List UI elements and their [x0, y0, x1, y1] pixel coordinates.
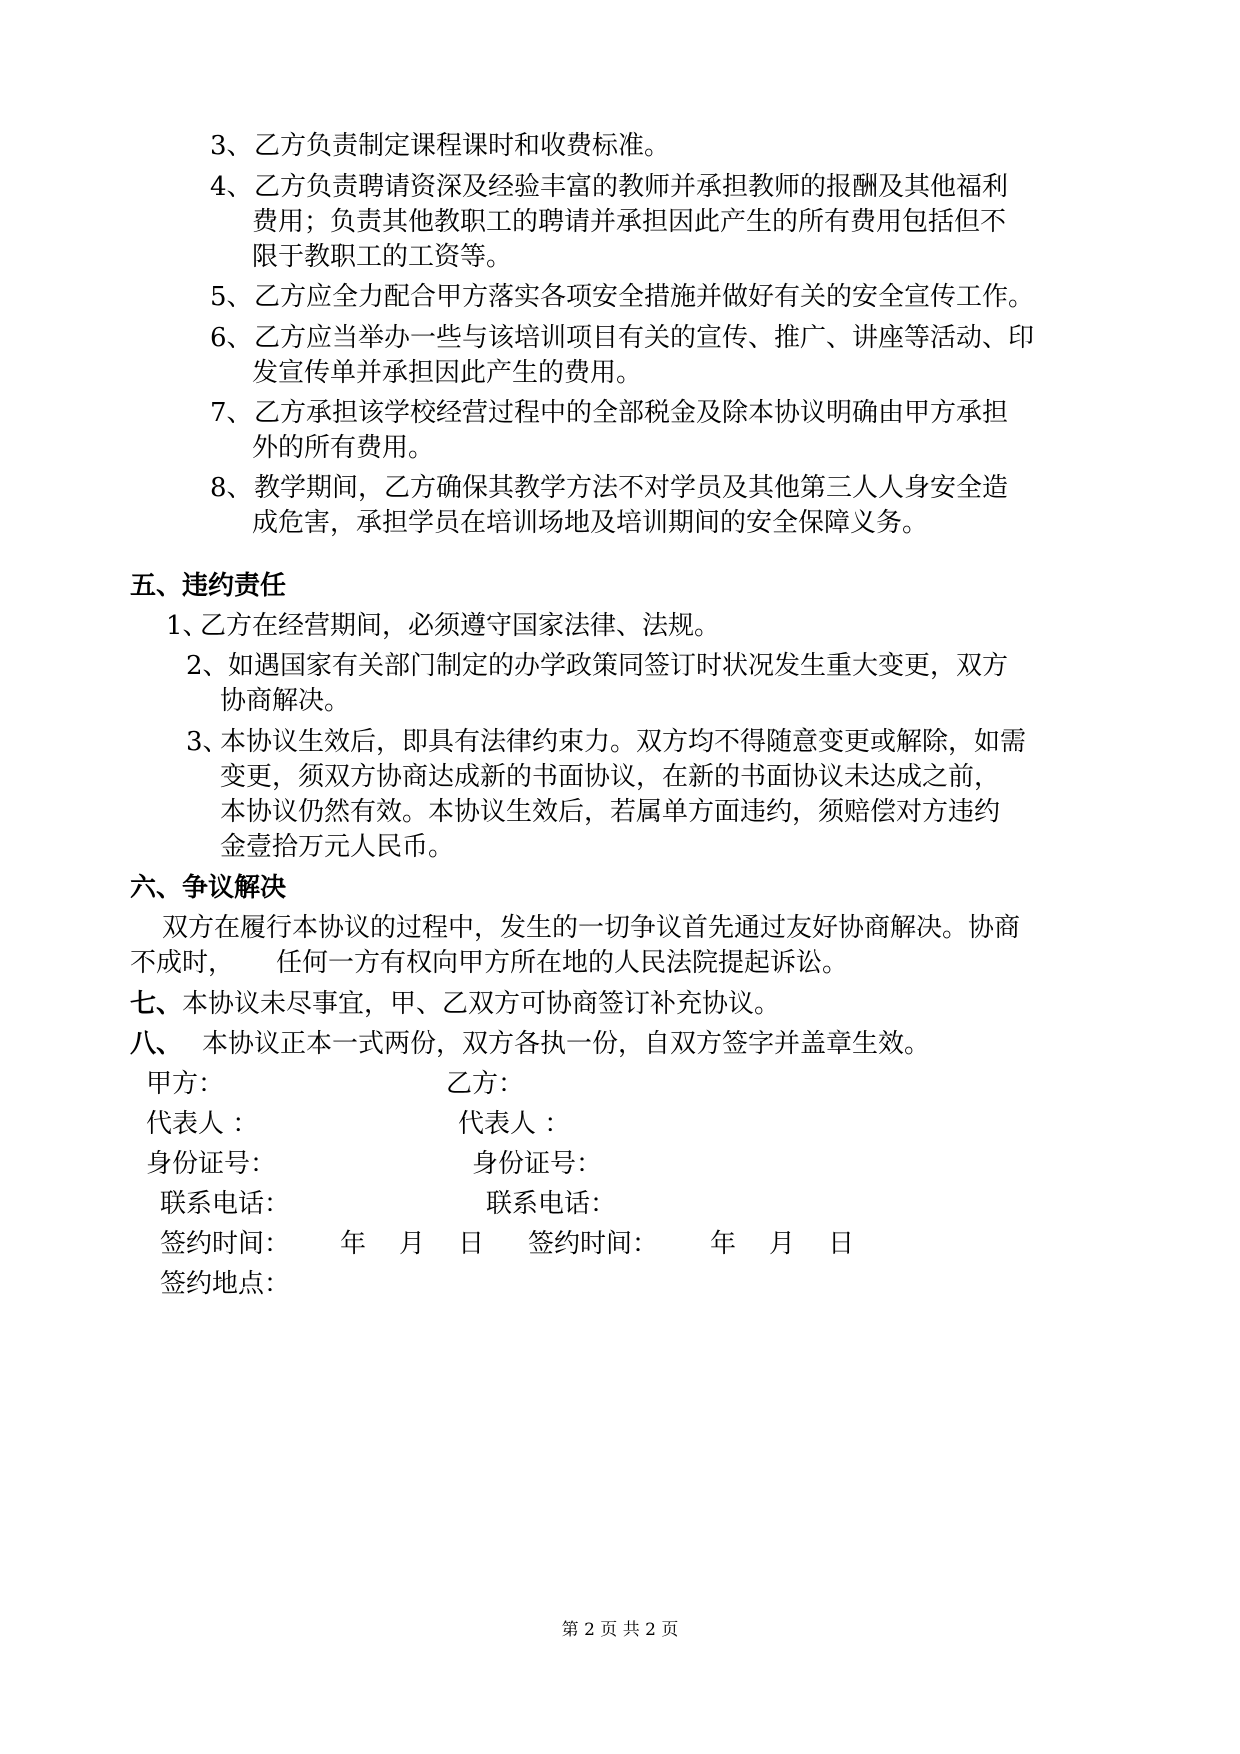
item-text: 乙方应全力配合甲方落实各项安全措施并做好有关的安全宣传工作。: [254, 282, 1035, 312]
item-text-continued: 金壹拾万元人民币。: [220, 832, 455, 862]
date-a-label: 签约时间：: [160, 1229, 291, 1259]
item-text: 乙方在经营期间，必须遵守国家法律、法规。: [200, 611, 721, 641]
paragraph-line: [130, 945, 848, 981]
item-text: 教学期间，乙方确保其教学方法不对学员及其他第三人人身安全造: [254, 473, 1009, 503]
date-b-label: 签约时间：: [528, 1229, 659, 1259]
item-text: 如遇国家有关部门制定的办学政策同签订时状况发生重大变更，双方: [228, 651, 1009, 681]
rep-b-label: 代表人 ：: [458, 1109, 571, 1139]
clause-line: [130, 986, 780, 1022]
paragraph-line: 双方在履行本协议的过程中，发生的一切争议首先通过友好协商解决。协商: [162, 913, 1021, 943]
list-item: [166, 608, 720, 644]
item-number: 3、: [210, 131, 253, 161]
place-label: 签约地点：: [160, 1269, 291, 1299]
item-text-continued: 协商解决。: [220, 686, 351, 716]
party-a-label: 甲方：: [146, 1069, 225, 1099]
item-number: 3、: [186, 727, 229, 757]
item-number: 7、: [210, 398, 253, 428]
list-item: [210, 279, 1034, 315]
item-number: 2、: [186, 651, 229, 681]
item-text: 乙方应当举办一些与该培训项目有关的宣传、推广、讲座等活动、印: [254, 323, 1035, 353]
item-text-continued: 变更，须双方协商达成新的书面协议，在新的书面协议未达成之前，: [220, 762, 1001, 792]
clause-line: [130, 1026, 930, 1062]
page-footer: 第 2 页 共 2 页: [561, 1620, 679, 1640]
paragraph-text: 任何一方有权向甲方所在地的人民法院提起诉讼。: [276, 948, 849, 978]
clause-text: 本协议正本一式两份，双方各执一份，自双方签字并盖章生效。: [202, 1029, 931, 1059]
list-item: [210, 470, 1008, 506]
list-item: [186, 648, 1008, 684]
list-item: [210, 320, 1034, 356]
section-heading: 六、争议解决: [130, 873, 287, 903]
item-text: 乙方负责聘请资深及经验丰富的教师并承担教师的报酬及其他福利: [254, 172, 1009, 202]
phone-b-label: 联系电话：: [486, 1189, 617, 1219]
item-text-continued: 成危害，承担学员在培训场地及培训期间的安全保障义务。: [252, 508, 929, 538]
list-item: [186, 724, 1026, 760]
list-item: [210, 169, 1008, 205]
clause-label: 八、: [130, 1029, 183, 1059]
item-text-continued: 外的所有费用。: [252, 433, 435, 463]
item-number: 6、: [210, 323, 253, 353]
list-item: [210, 128, 670, 164]
item-number: 8、: [210, 473, 253, 503]
party-b-label: 乙方：: [446, 1069, 525, 1099]
item-text: 本协议生效后，即具有法律约束力。双方均不得随意变更或解除，如需: [220, 727, 1027, 757]
item-text-continued: 本协议仍然有效。本协议生效后，若属单方面违约，须赔偿对方违约: [220, 797, 1001, 827]
item-text-continued: 发宣传单并承担因此产生的费用。: [252, 358, 643, 388]
clause-text: 本协议未尽事宜，甲、乙双方可协商签订补充协议。: [182, 989, 781, 1019]
section-heading: 五、违约责任: [130, 571, 287, 601]
item-number: 1、: [166, 611, 209, 641]
item-text: 乙方负责制定课程课时和收费标准。: [254, 131, 671, 161]
item-number: 5、: [210, 282, 253, 312]
item-text-continued: 限于教职工的工资等。: [252, 242, 513, 272]
id-a-label: 身份证号：: [146, 1149, 277, 1179]
phone-a-label: 联系电话：: [160, 1189, 291, 1219]
date-b-value: 年 月 日: [710, 1229, 855, 1259]
item-text: 乙方承担该学校经营过程中的全部税金及除本协议明确由甲方承担: [254, 398, 1009, 428]
rep-a-label: 代表人 ：: [146, 1109, 259, 1139]
id-b-label: 身份证号：: [472, 1149, 603, 1179]
paragraph-text: 不成时，: [130, 948, 235, 978]
clause-label: 七、: [130, 989, 183, 1019]
item-number: 4、: [210, 172, 253, 202]
date-a-value: 年 月 日: [340, 1229, 485, 1259]
list-item: [210, 395, 1008, 431]
item-text-continued: 费用；负责其他教职工的聘请并承担因此产生的所有费用包括但不: [252, 207, 1007, 237]
